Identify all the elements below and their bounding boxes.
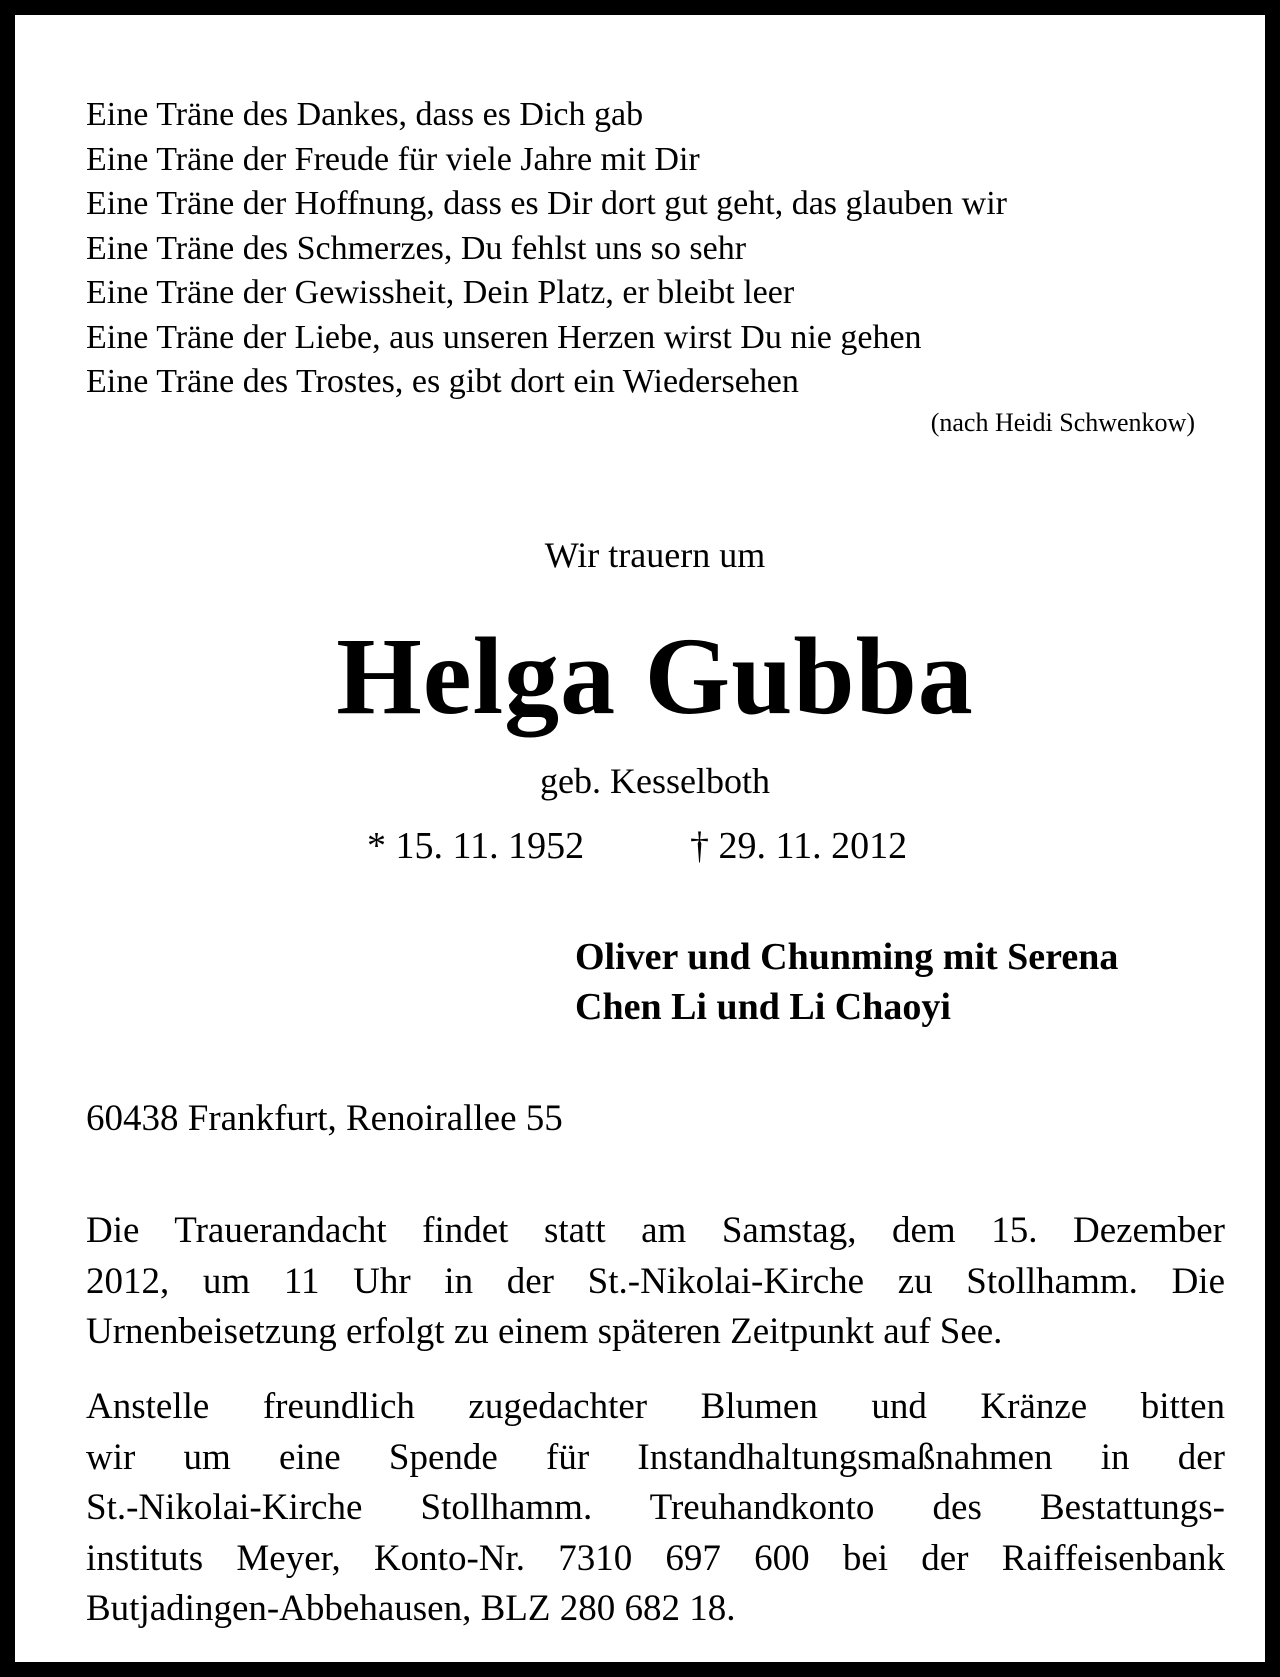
mourning-intro: Wir trauern um xyxy=(544,535,766,575)
maiden-name: geb. Kesselboth xyxy=(540,761,770,801)
death-date: † 29. 11. 2012 xyxy=(690,825,908,867)
deceased-name: Helga Gubba xyxy=(336,615,974,737)
address: 60438 Frankfurt, Renoirallee 55 xyxy=(86,1098,563,1139)
poem-line: Eine Träne der Freude für viele Jahre mit Dir xyxy=(86,140,700,178)
poem-line: Eine Träne des Dankes, dass es Dich gab xyxy=(86,96,644,133)
poem-attribution: (nach Heidi Schwenkow) xyxy=(930,408,1195,437)
donation-paragraph xyxy=(86,1382,1225,1635)
paragraph-line: wir um eine Spende für Instandhaltungsmaßnahmen in der xyxy=(86,1436,1225,1478)
birth-date: * 15. 11. 1952 xyxy=(367,825,585,867)
paragraph-line: Urnenbeisetzung erfolgt zu einem späteren Zeitpunkt auf See. xyxy=(86,1311,1003,1352)
mourner-line: Chen Li und Li Chaoyi xyxy=(575,986,951,1028)
poem xyxy=(86,93,1227,405)
poem-line: Eine Träne des Schmerzes, Du fehlst uns so sehr xyxy=(86,229,747,267)
poem-line: Eine Träne des Trostes, es gibt dort ein Wiedersehen xyxy=(86,363,799,400)
paragraph-line: 2012, um 11 Uhr in der St.-Nikolai-Kirche zu Stollhamm. Die xyxy=(86,1260,1225,1302)
poem-line: Eine Träne der Hoffnung, dass es Dir dort gut geht, das glauben wir xyxy=(86,185,1007,222)
paragraph-line: Butjadingen-Abbehausen, BLZ 280 682 18. xyxy=(86,1588,736,1629)
mourner-line: Oliver und Chunming mit Serena xyxy=(575,936,1119,978)
paragraph-line: Die Trauerandacht findet statt am Samstag, dem 15. Dezember xyxy=(86,1210,1225,1251)
paragraph-line: St.-Nikolai-Kirche Stollhamm. Treuhandkonto des Bestattungs- xyxy=(86,1487,1225,1528)
poem-line: Eine Träne der Gewissheit, Dein Platz, er bleibt leer xyxy=(86,274,795,311)
mourners-list xyxy=(575,932,1118,1032)
life-dates xyxy=(15,823,1280,869)
service-paragraph xyxy=(86,1206,1225,1358)
poem-line: Eine Träne der Liebe, aus unseren Herzen wirst Du nie gehen xyxy=(86,318,922,356)
paragraph-line: Anstelle freundlich zugedachter Blumen und Kränze bitten xyxy=(86,1386,1225,1427)
paragraph-line: instituts Meyer, Konto-Nr. 7310 697 600 bei der Raiffeisenbank xyxy=(86,1537,1225,1579)
